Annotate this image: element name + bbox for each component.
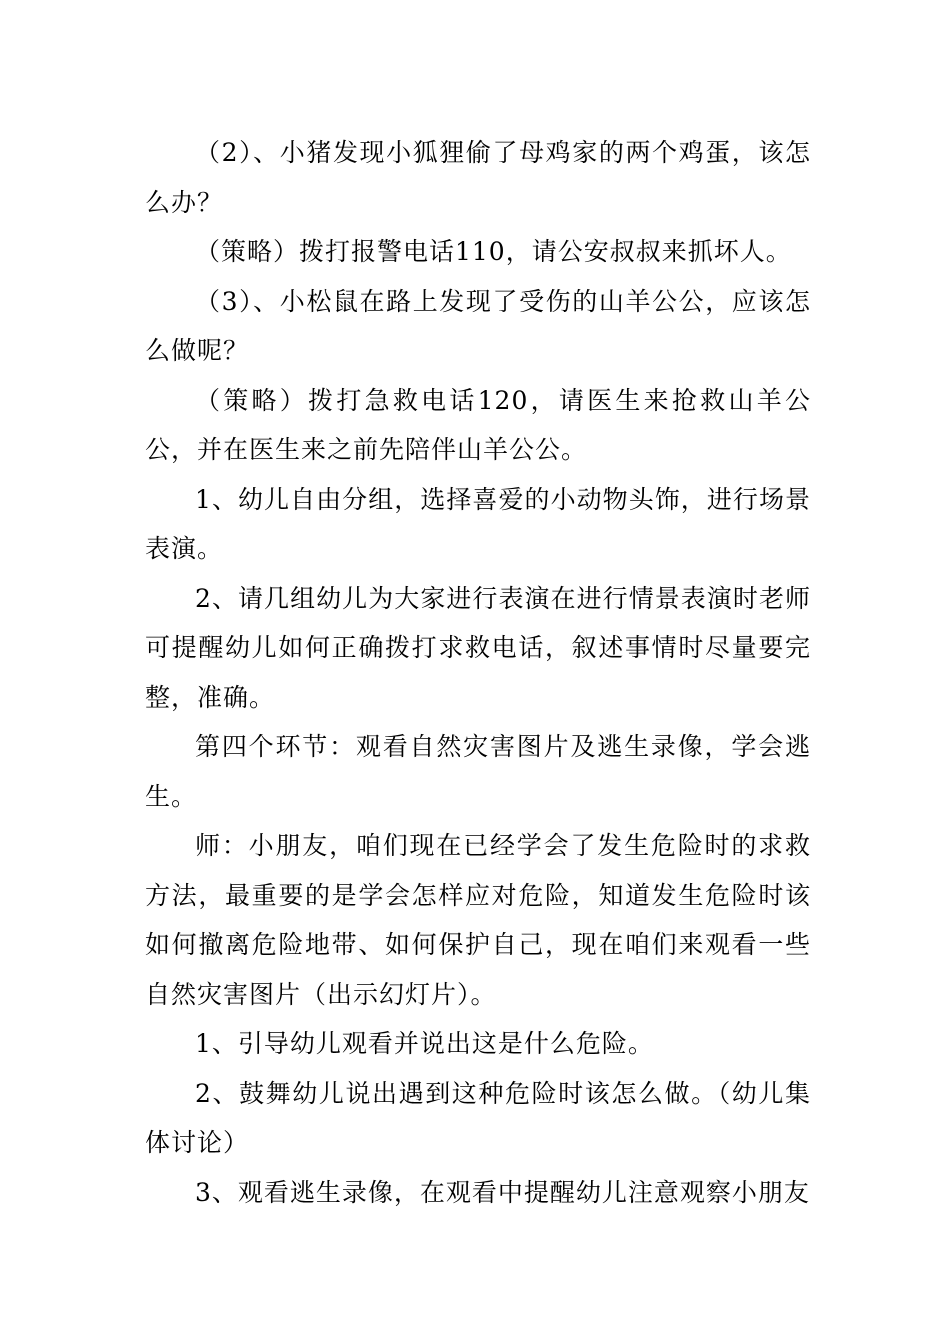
paragraph-strategy-110: （策略）拨打报警电话110，请公安叔叔来抓坏人。 [195,237,792,266]
paragraph-step-3-video: 3、观看逃生录像，在观看中提醒幼儿注意观察小朋友 [195,1177,810,1207]
paragraph-section-four: 第四个环节：观看自然灾害图片及逃生录像，学会逃生。 [145,732,811,811]
paragraph-step-1-observe: 1、引导幼儿观看并说出这是什么危险。 [195,1029,654,1058]
paragraph-step-2-performance: 2、请几组幼儿为大家进行表演在进行情景表演时老师可提醒幼儿如何正确拨打求救电话，叙述事情时尽量要完整，准确。 [145,583,811,712]
paragraph-step-2-discuss: 2、鼓舞幼儿说出遇到这种危险时该怎么做。（幼儿集体讨论） [145,1078,811,1157]
paragraph-question-2: （2）、小猪发现小狐狸偷了母鸡家的两个鸡蛋，该怎么办？ [145,138,811,217]
paragraph-step-1-grouping: 1、幼儿自由分组，选择喜爱的小动物头饰，进行场景表演。 [145,484,811,563]
paragraph-question-3: （3）、小松鼠在路上发现了受伤的山羊公公，应该怎么做呢？ [145,286,811,365]
paragraph-strategy-120: （策略）拨打急救电话120，请医生来抢救山羊公公，并在医生来之前先陪伴山羊公公。 [145,385,811,464]
paragraph-teacher-speech: 师：小朋友，咱们现在已经学会了发生危险时的求救方法，最重要的是学会怎样应对危险，知道发生危险时该如何撤离危险地带、如何保护自己，现在咱们来观看一些自然灾害图片（出示幻灯片）。 [145,831,811,1009]
document-page [145,128,811,1217]
